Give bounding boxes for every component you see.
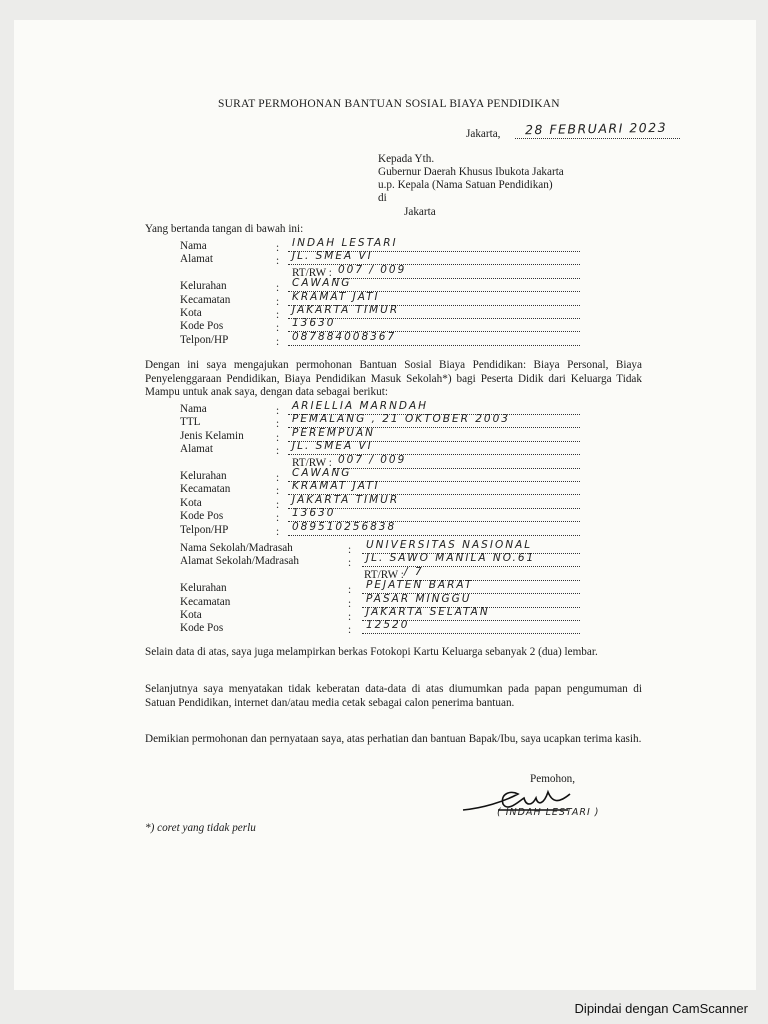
school-field-rtrw-label: RT/RW : (364, 568, 404, 581)
student-field-label: Jenis Kelamin (180, 429, 244, 442)
student-field-label: Kota (180, 496, 202, 509)
recipient-kepada: Kepada Yth. (378, 153, 435, 165)
applicant-field-colon: : (276, 309, 280, 321)
school-field-underline (362, 566, 580, 567)
applicant-field-value: 007 / 009 (338, 263, 407, 276)
student-field-colon: : (276, 512, 280, 525)
student-field-colon: : (276, 498, 280, 511)
student-field-colon: : (276, 525, 280, 538)
intro-text: Yang bertanda tangan di bawah ini: (145, 223, 304, 235)
date-underline (515, 138, 680, 139)
school-field-colon: : (348, 611, 352, 623)
student-field-value: 007 / 009 (338, 453, 407, 466)
applicant-field-colon: : (276, 335, 280, 348)
scanner-watermark: Dipindai dengan CamScanner (574, 1001, 748, 1016)
school-field-value: JAKARTA SELATAN (366, 606, 490, 618)
applicant-field-colon: : (276, 322, 280, 335)
school-field-value: JL. SAWO MANILA NO.61 (366, 552, 536, 565)
student-field-value: KRAMAT JATI (292, 480, 380, 493)
student-field-colon: : (276, 418, 280, 431)
student-field-value: JL. SMEA VI (292, 440, 373, 453)
applicant-field-colon: : (276, 295, 280, 308)
school-field-label: Alamat Sekolah/Madrasah (180, 555, 299, 568)
applicant-field-value: KRAMAT JATI (292, 290, 380, 303)
school-field-colon: : (348, 597, 352, 610)
applicant-field-rtrw-label: RT/RW : (292, 266, 332, 279)
school-field-value: UNIVERSITAS NASIONAL (366, 539, 533, 551)
student-field-rtrw-label: RT/RW : (292, 456, 332, 469)
student-field-colon: : (276, 405, 280, 417)
student-field-colon: : (276, 445, 280, 458)
student-field-underline (288, 454, 580, 455)
attachment-paragraph: Selain data di atas, saya juga melampirkan berkas Fotokopi Kartu Keluarga sebanyak 2 (dua) lembar. (145, 646, 598, 658)
applicant-field-colon: : (276, 255, 280, 268)
school-field-value: 12520 (366, 619, 410, 632)
student-field-value: 13630 (292, 507, 336, 520)
student-field-underline (288, 535, 580, 536)
signature-name: ( INDAH LESTARI ) (497, 807, 600, 818)
applicant-field-label: Kelurahan (180, 280, 227, 293)
student-field-label: Nama (180, 403, 207, 415)
document-title: SURAT PERMOHONAN BANTUAN SOSIAL BIAYA PENDIDIKAN (218, 98, 560, 110)
school-field-underline (362, 633, 580, 634)
applicant-field-label: Kecamatan (180, 293, 231, 306)
student-field-value: CAWANG (292, 467, 352, 479)
school-field-label: Kota (180, 609, 202, 621)
applicant-field-label: Alamat (180, 253, 213, 266)
statement-paragraph: Selanjutnya saya menyatakan tidak keberatan data-data di atas diumumkan pada papan pengumuman di Satuan Pendidikan, internet dan/atau media cetak sebagai calon penerima bantuan. (145, 683, 642, 709)
applicant-field-value: JAKARTA TIMUR (292, 304, 400, 316)
school-field-value: PEJATEN BARAT (366, 579, 474, 592)
closing-paragraph: Demikian permohonan dan pernyataan saya, atas perhatian dan bantuan Bapak/Ibu, saya ucapkan terima kasih. (145, 733, 642, 745)
student-field-value: PEREMPUAN (292, 426, 376, 439)
applicant-field-colon: : (276, 242, 280, 254)
student-field-label: Alamat (180, 443, 213, 456)
footnote: *) coret yang tidak perlu (145, 822, 256, 834)
recipient-city: Jakarta (404, 206, 436, 218)
student-field-label: TTL (180, 416, 201, 429)
applicant-field-underline (288, 264, 580, 265)
student-field-colon: : (276, 431, 280, 444)
student-field-value: 089510256838 (292, 520, 397, 533)
school-field-label: Kecamatan (180, 595, 231, 608)
student-field-colon: : (276, 485, 280, 498)
request-paragraph: Dengan ini saya mengajukan permohonan Bantuan Sosial Biaya Pendidikan: Biaya Personal, Biaya Penyelenggaraan Pendidikan, Biaya Pendidikan Masuk Sekolah*) bagi Peserta Didik dari Keluarga Tidak Mampu untuk anak saya, dengan data sebagai berikut: (145, 359, 642, 398)
applicant-field-value: 13630 (292, 317, 336, 330)
applicant-field-label: Telpon/HP (180, 333, 229, 346)
student-field-colon: : (276, 472, 280, 484)
signature-label: Pemohon, (530, 773, 576, 785)
applicant-field-underline (288, 345, 580, 346)
student-field-value: PEMALANG , 21 OKTOBER 2003 (292, 413, 510, 426)
recipient-line2: u.p. Kepala (Nama Satuan Pendidikan) (378, 179, 553, 191)
date-value: 28 FEBRUARI 2023 (524, 119, 668, 138)
applicant-field-label: Nama (180, 240, 207, 252)
school-field-label: Kelurahan (180, 582, 227, 595)
school-field-label: Kode Pos (180, 622, 224, 635)
student-field-label: Kode Pos (180, 510, 224, 523)
applicant-field-underline (334, 278, 580, 279)
school-field-colon: : (348, 544, 352, 556)
student-field-label: Kelurahan (180, 470, 227, 482)
applicant-field-value: JL. SMEA VI (292, 250, 373, 263)
student-field-value: JAKARTA TIMUR (292, 493, 400, 506)
student-field-label: Telpon/HP (180, 523, 229, 536)
recipient-line1: Gubernur Daerah Khusus Ibukota Jakarta (378, 166, 564, 178)
place-label: Jakarta, (466, 128, 501, 140)
applicant-field-value: INDAH LESTARI (292, 237, 398, 249)
applicant-field-value: CAWANG (292, 277, 352, 290)
student-field-value: ARIELLIA MARNDAH (292, 400, 429, 412)
applicant-field-value: 087884008367 (292, 330, 397, 343)
school-field-value: / 7 (404, 565, 424, 578)
school-field-colon: : (348, 557, 352, 570)
school-field-label: Nama Sekolah/Madrasah (180, 542, 293, 554)
school-field-colon: : (348, 584, 352, 597)
applicant-field-label: Kota (180, 307, 202, 319)
applicant-field-colon: : (276, 282, 280, 295)
recipient-di: di (378, 192, 387, 204)
applicant-field-label: Kode Pos (180, 320, 224, 333)
school-field-colon: : (348, 624, 352, 637)
school-field-value: PASAR MINGGU (366, 592, 472, 605)
student-field-underline (334, 468, 580, 469)
student-field-label: Kecamatan (180, 483, 231, 496)
